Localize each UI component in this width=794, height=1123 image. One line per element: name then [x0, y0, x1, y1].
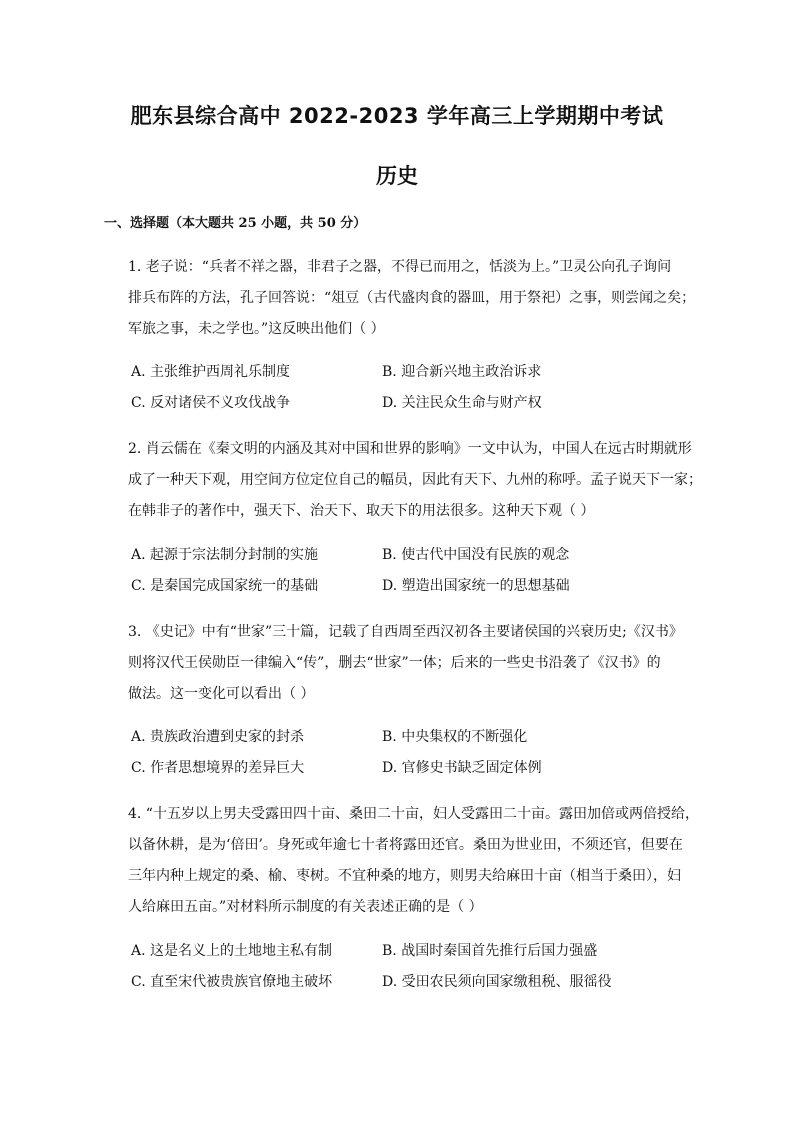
option-a: A. 贵族政治遭到史家的封杀: [131, 729, 305, 745]
question-line: 三年内种上规定的桑、榆、枣树。不宜种桑的地方，则男夫给麻田十亩（相当于桑田），妇: [128, 868, 681, 884]
question-3-options: [131, 722, 691, 784]
question-line: 在韩非子的著作中，强天下、治天下、取天下的用法很多。这种天下观（ ）: [128, 503, 595, 519]
option-b: B. 迎合新兴地主政治诉求: [382, 364, 542, 380]
question-2: [128, 434, 702, 527]
option-c: C. 作者思想境界的差异巨大: [131, 760, 305, 776]
question-4: [128, 799, 699, 923]
question-line: 人给麻田五亩。”对材料所示制度的有关表述正确的是（ ）: [128, 899, 483, 915]
option-c: C. 反对诸侯不义攻伐战争: [131, 395, 291, 411]
question-line: 4. “十五岁以上男夫受露田四十亩、桑田二十亩，妇人受露田二十亩。露田加倍或两倍授给，: [128, 806, 699, 822]
question-line: 军旅之事，未之学也。”这反映出他们（ ）: [128, 321, 385, 337]
option-b: B. 战国时秦国首先推行后国力强盛: [382, 943, 598, 959]
option-b: B. 使古代中国没有民族的观念: [382, 547, 570, 563]
exam-title: 肥东县综合高中 2022-2023 学年高三上学期期中考试: [130, 104, 664, 128]
question-line: 3. 《史记》中有“世家”三十篇，记载了自西周至西汉初各主要诸侯国的兴衰历史;《汉书》: [128, 624, 683, 640]
question-line: 2. 肖云儒在《秦文明的内涵及其对中国和世界的影响》一文中认为，中国人在远古时期就形: [128, 441, 692, 457]
question-1: [128, 252, 694, 345]
option-a: A. 主张维护西周礼乐制度: [131, 364, 291, 380]
question-line: 排兵布阵的方法，孔子回答说：“俎豆（古代盛肉食的器皿，用于祭祀）之事，则尝闻之矣；: [128, 290, 696, 306]
option-d: D. 受田农民须向国家缴租税、服徭役: [382, 974, 612, 990]
question-2-options: [131, 540, 691, 602]
question-line: 则将汉代王侯勋臣一律编入“传”，删去“世家”一体；后来的一些史书沿袭了《汉书》的: [128, 655, 661, 671]
option-c: C. 是秦国完成国家统一的基础: [131, 578, 319, 594]
option-a: A. 这是名义上的土地地主私有制: [131, 943, 333, 959]
option-a: A. 起源于宗法制分封制的实施: [131, 547, 319, 563]
question-4-options: [131, 936, 691, 998]
option-d: D. 关注民众生命与财产权: [382, 395, 542, 411]
question-line: 做法。这一变化可以看出（ ）: [128, 686, 315, 702]
option-c: C. 直至宋代被贵族官僚地主破坏: [131, 974, 333, 990]
question-line: 1. 老子说：“兵者不祥之器，非君子之器，不得已而用之，恬淡为上。”卫灵公向孔子询问: [128, 259, 672, 275]
option-d: D. 官修史书缺乏固定体例: [382, 760, 542, 776]
option-b: B. 中央集权的不断强化: [382, 729, 528, 745]
subject-title: 历史: [376, 164, 418, 188]
option-d: D. 塑造出国家统一的思想基础: [382, 578, 570, 594]
question-1-options: [131, 357, 691, 419]
question-line: 以备休耕，是为‘倍田’。身死或年逾七十者将露田还官。桑田为世业田，不须还官，但要在: [128, 837, 683, 853]
section-heading: 一、选择题（本大题共 25 小题，共 50 分）: [104, 216, 367, 231]
question-line: 成了一种天下观，用空间方位定位自己的幅员，因此有天下、九州的称呼。孟子说天下一家；: [128, 472, 702, 488]
question-3: [128, 617, 694, 710]
